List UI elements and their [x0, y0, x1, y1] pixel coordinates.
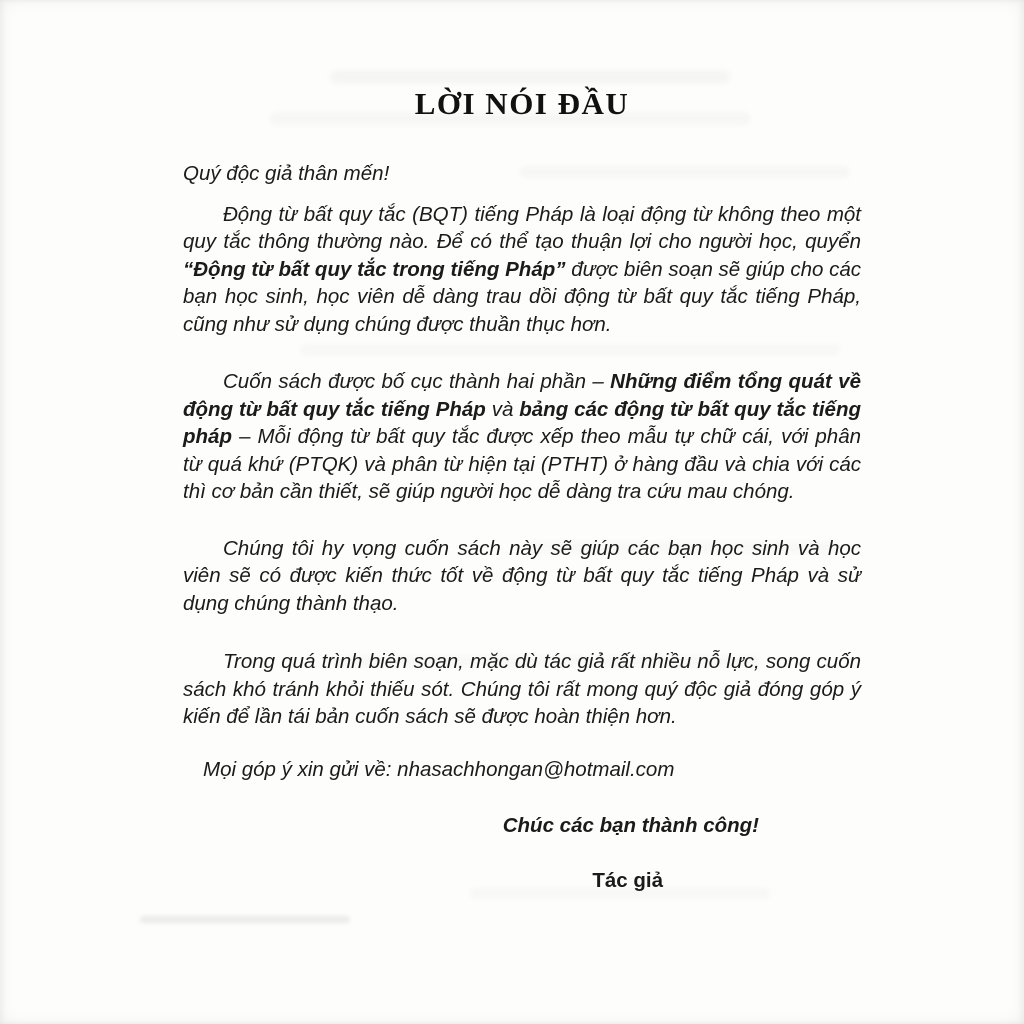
scan-smudge-artifact	[140, 916, 350, 923]
author-signature: Tác giả	[592, 868, 663, 892]
section-title-emphasis: Những điểm tổng quát về động từ bất quy tắc tiếng Pháp	[183, 370, 861, 421]
paragraph-text: được biên soạn sẽ giúp cho các bạn học sinh, học viên dễ dàng trau dồi động từ bất quy tắc tiếng Pháp, cũng như sử dụng chúng được thuần thục hơn.	[183, 257, 861, 336]
closing-wish: Chúc các bạn thành công!	[502, 814, 759, 837]
page-content	[183, 0, 861, 894]
contact-line	[183, 756, 861, 784]
paragraph-intro	[183, 201, 861, 339]
paragraph-apology: Trong quá trình biên soạn, mặc dù tác giả rất nhiều nỗ lực, song cuốn sách khó tránh khỏi thiếu sót. Chúng tôi rất mong quý độc giả đóng góp ý kiến để lần tái bản cuốn sách sẽ được hoàn thiện hơn.	[183, 650, 861, 728]
paragraph-structure	[183, 368, 861, 506]
paragraph-hope: Chúng tôi hy vọng cuốn sách này sẽ giúp các bạn học sinh và học viên sẽ có được kiến thức tốt về động từ bất quy tắc tiếng Pháp và sử dụng chúng thành thạo.	[183, 536, 861, 615]
paragraph-text: Cuốn sách được bố cục thành hai phần –	[223, 370, 611, 393]
contact-email: nhasachhongan@hotmail.com	[397, 757, 675, 781]
page-title: LỜI NÓI ĐẦU	[414, 86, 630, 121]
paragraph-text: – Mỗi động từ bất quy tắc được xếp theo mẫu tự chữ cái, với phân từ quá khứ (PTQK) và phân từ hiện tại (PTHT) ở hàng đầu và chia với các thì cơ bản cần thiết, sẽ giúp người học dễ dàng tra cứu mau chóng.	[183, 425, 861, 503]
contact-label: Mọi góp ý xin gửi về:	[203, 757, 398, 781]
book-title-emphasis: “Động từ bất quy tắc trong tiếng Pháp”	[183, 257, 566, 281]
paragraph-text: và	[485, 397, 520, 421]
greeting-line: Quý độc giả thân mến!	[183, 162, 390, 185]
section-title-emphasis: bảng các động từ bất quy tắc tiếng pháp	[183, 397, 861, 448]
paragraph-text: Động từ bất quy tắc (BQT) tiếng Pháp là loại động từ không theo một quy tắc thông thường nào. Để có thể tạo thuận lợi cho người học, quyển	[183, 202, 861, 253]
